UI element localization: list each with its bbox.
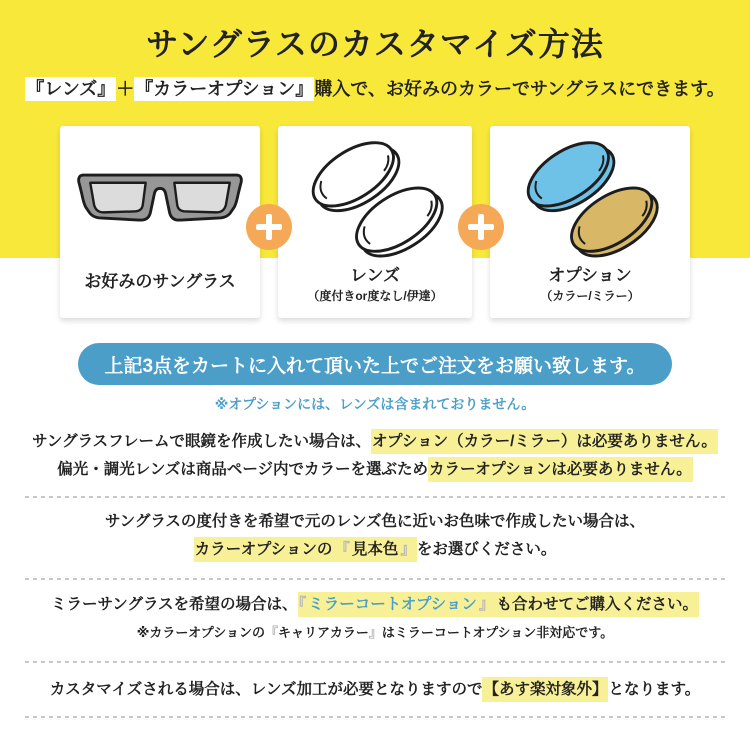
text-segment: 見本色: [351, 537, 400, 562]
clear-lens-icon: [295, 131, 455, 261]
dashed-divider: [25, 661, 725, 663]
text-segment: 』: [399, 537, 417, 562]
text-segment: 購入で、お好みのカラーでサングラスにできます。: [314, 79, 725, 99]
page-title: サングラスのカスタマイズ方法: [146, 26, 604, 62]
text-segment: オプション（カラー/ミラー）は必要ありません。: [371, 429, 718, 454]
text-segment: はミラーコートオプション非対応です。: [381, 625, 614, 640]
text-segment: 『レンズ』: [26, 79, 116, 99]
sunglasses-illustration: [60, 126, 260, 272]
text-segment: サングラスフレームで眼鏡を作成したい場合は、: [32, 433, 371, 450]
text-segment: 』: [478, 592, 496, 617]
text-segment: 』: [368, 625, 382, 640]
text-segment: 『カラーオプション』: [135, 79, 314, 99]
note-line: [0, 676, 750, 704]
sunglasses-icon: [74, 171, 246, 227]
customize-steps: [0, 126, 750, 318]
plus-icon: [246, 204, 292, 250]
color-lens-icon: [510, 131, 670, 261]
page-subtitle: [0, 77, 750, 102]
note-block-frame-option: [0, 428, 750, 484]
step-card-sunglasses: [60, 126, 260, 318]
text-segment: となります。: [608, 681, 701, 698]
text-segment: 『: [264, 625, 278, 640]
text-segment: ミラーコートオプション: [307, 592, 478, 617]
note-line: [0, 456, 750, 484]
color-lens-pair-illustration: [490, 126, 690, 266]
note-block-asuraku: [0, 676, 750, 704]
step-card-option: [490, 126, 690, 318]
text-segment: カラーオプションは必要ありません。: [428, 457, 693, 482]
note-block-mirror-coat: [0, 591, 750, 647]
note-line: [0, 428, 750, 456]
note-block-sample-color: [0, 508, 750, 564]
text-segment: をお選びください。: [416, 541, 557, 558]
clear-lens-pair-illustration: [278, 126, 472, 266]
text-segment: 『: [333, 537, 351, 562]
option-lens-note: ※オプションには、レンズは含まれておりません。: [214, 396, 536, 412]
text-segment: ミラーサングラスを希望の場合は、: [51, 596, 298, 613]
text-segment: ＋: [116, 79, 135, 99]
step-label: レンズ: [349, 266, 401, 285]
text-segment: カスタマイズされる場合は、レンズ加工が必要となりますので: [49, 681, 483, 698]
note-line-small: [0, 619, 750, 647]
step-label: お好みのサングラス: [84, 272, 236, 291]
step-label: オプション: [548, 266, 632, 285]
text-segment: も合わせてご購入ください。: [495, 592, 699, 617]
text-segment: ※カラーオプションの: [136, 625, 265, 640]
step-card-lens: [278, 126, 472, 318]
text-segment: 偏光・調光レンズは商品ページ内でカラーを選ぶため: [57, 461, 429, 478]
text-segment: 『: [298, 592, 308, 617]
plus-icon: [458, 204, 504, 250]
step-sublabel: （度付きor度なし/伊達）: [307, 289, 443, 303]
note-line: [0, 536, 750, 564]
step-sublabel: （カラー/ミラー）: [540, 289, 640, 303]
text-segment: 【あす楽対象外】: [482, 677, 608, 702]
order-instruction-banner: 上記3点をカートに入れて頂いた上でご注文をお願い致します。: [78, 343, 672, 385]
dashed-divider: [25, 496, 725, 498]
text-segment: サングラスの度付きを希望で元のレンズ色に近いお色味で作成したい場合は、: [104, 513, 646, 530]
dashed-divider: [25, 578, 725, 580]
dashed-divider: [25, 716, 725, 718]
note-line: [0, 591, 750, 619]
text-segment: キャリアカラー: [277, 625, 369, 640]
note-line: [0, 508, 750, 536]
text-segment: カラーオプションの: [194, 537, 334, 562]
